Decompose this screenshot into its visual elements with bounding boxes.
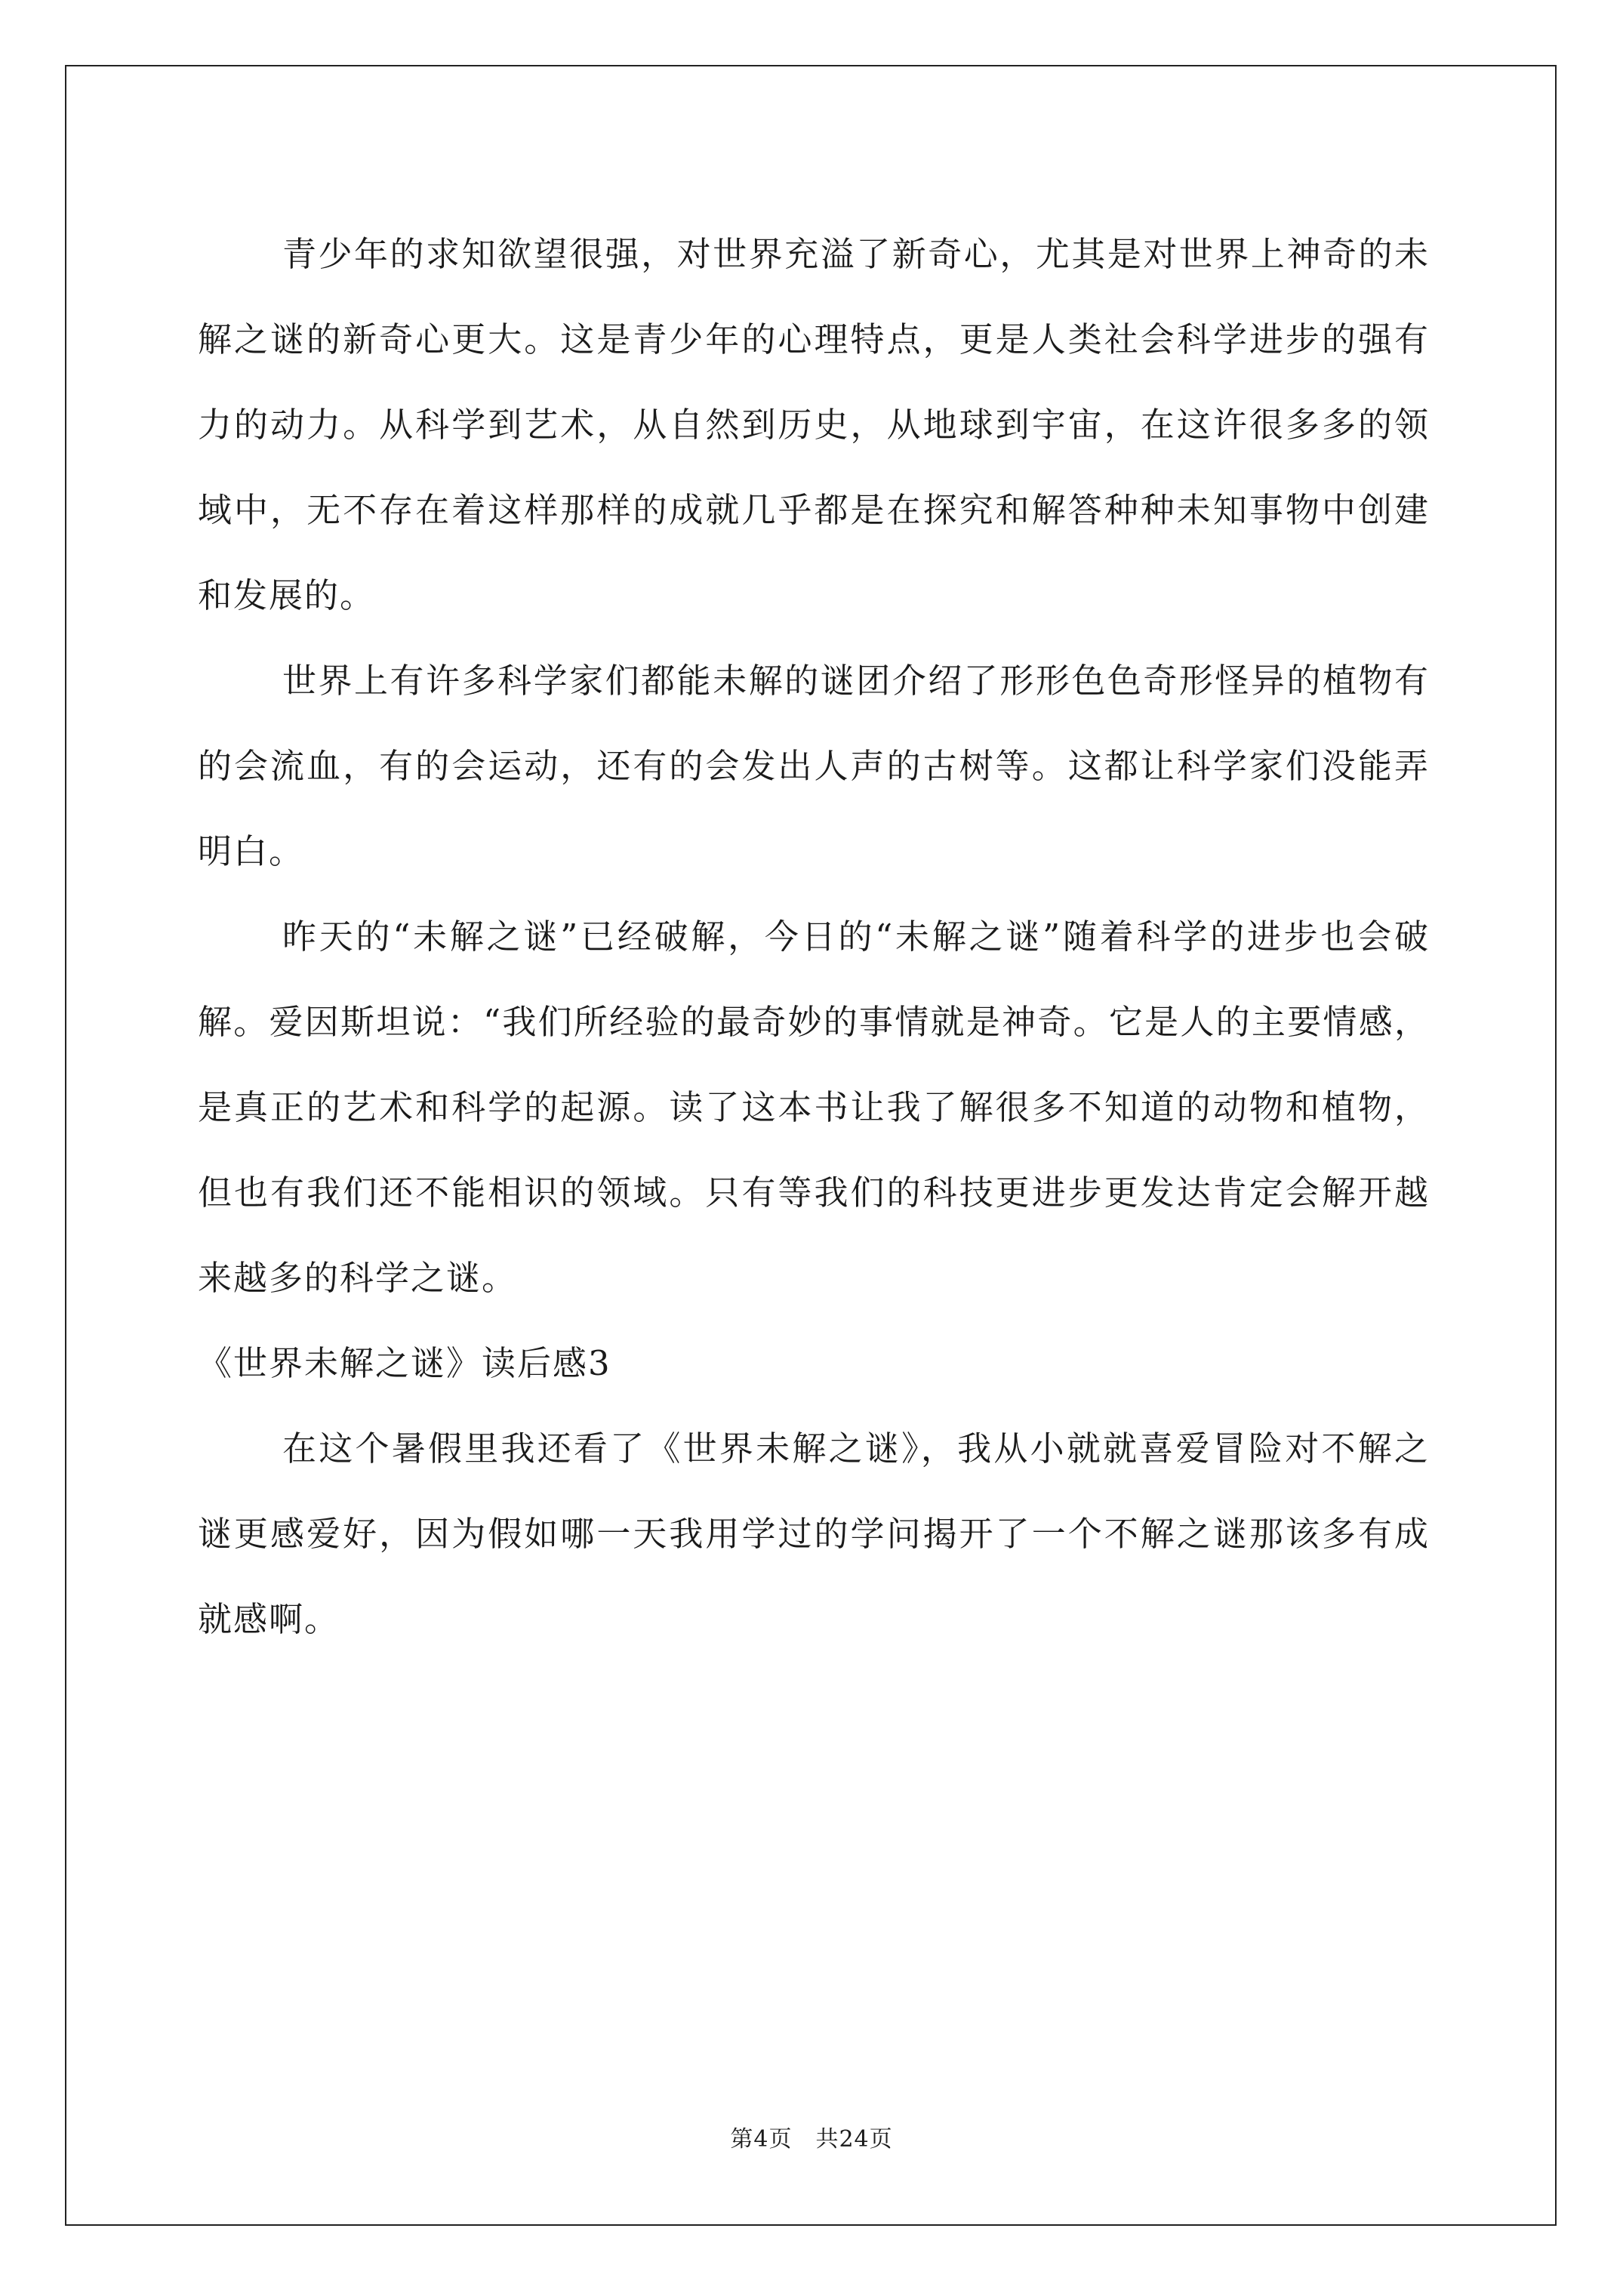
paragraph-1: 青少年的求知欲望很强，对世界充溢了新奇心，尤其是对世界上神奇的未解之谜的新奇心更大。这是青少年的心理特点，更是人类社会科学进步的强有力的动力。从科学到艺术，从自然到历史，从地球到宇宙，在这许很多多的领域中，无不存在着这样那样的成就几乎都是在探究和解答种种未知事物中创建和发展的。 bbox=[198, 234, 1430, 615]
page-number: 第4页 共24页 bbox=[730, 2126, 893, 2153]
document-body bbox=[198, 211, 1430, 1662]
paragraph-3: 昨天的“未解之谜”已经破解，今日的“未解之谜”随着科学的进步也会破解。爱因斯坦说：“我们所经验的最奇妙的事情就是神奇。它是人的主要情感，是真正的艺术和科学的起源。读了这本书让我了解很多不知道的动物和植物，但也有我们还不能相识的领域。只有等我们的科技更进步更发达肯定会解开越来越多的科学之谜。 bbox=[198, 917, 1430, 1298]
paragraph-2: 世界上有许多科学家们都能未解的谜团介绍了形形色色奇形怪异的植物有的会流血，有的会运动，还有的会发出人声的古树等。这都让科学家们没能弄明白。 bbox=[198, 661, 1430, 871]
section-heading: 《世界未解之谜》读后感3 bbox=[198, 1343, 611, 1383]
paragraph-4: 在这个暑假里我还看了《世界未解之谜》，我从小就就喜爱冒险对不解之谜更感爱好，因为假如哪一天我用学过的学问揭开了一个不解之谜那该多有成就感啊。 bbox=[198, 1428, 1430, 1639]
